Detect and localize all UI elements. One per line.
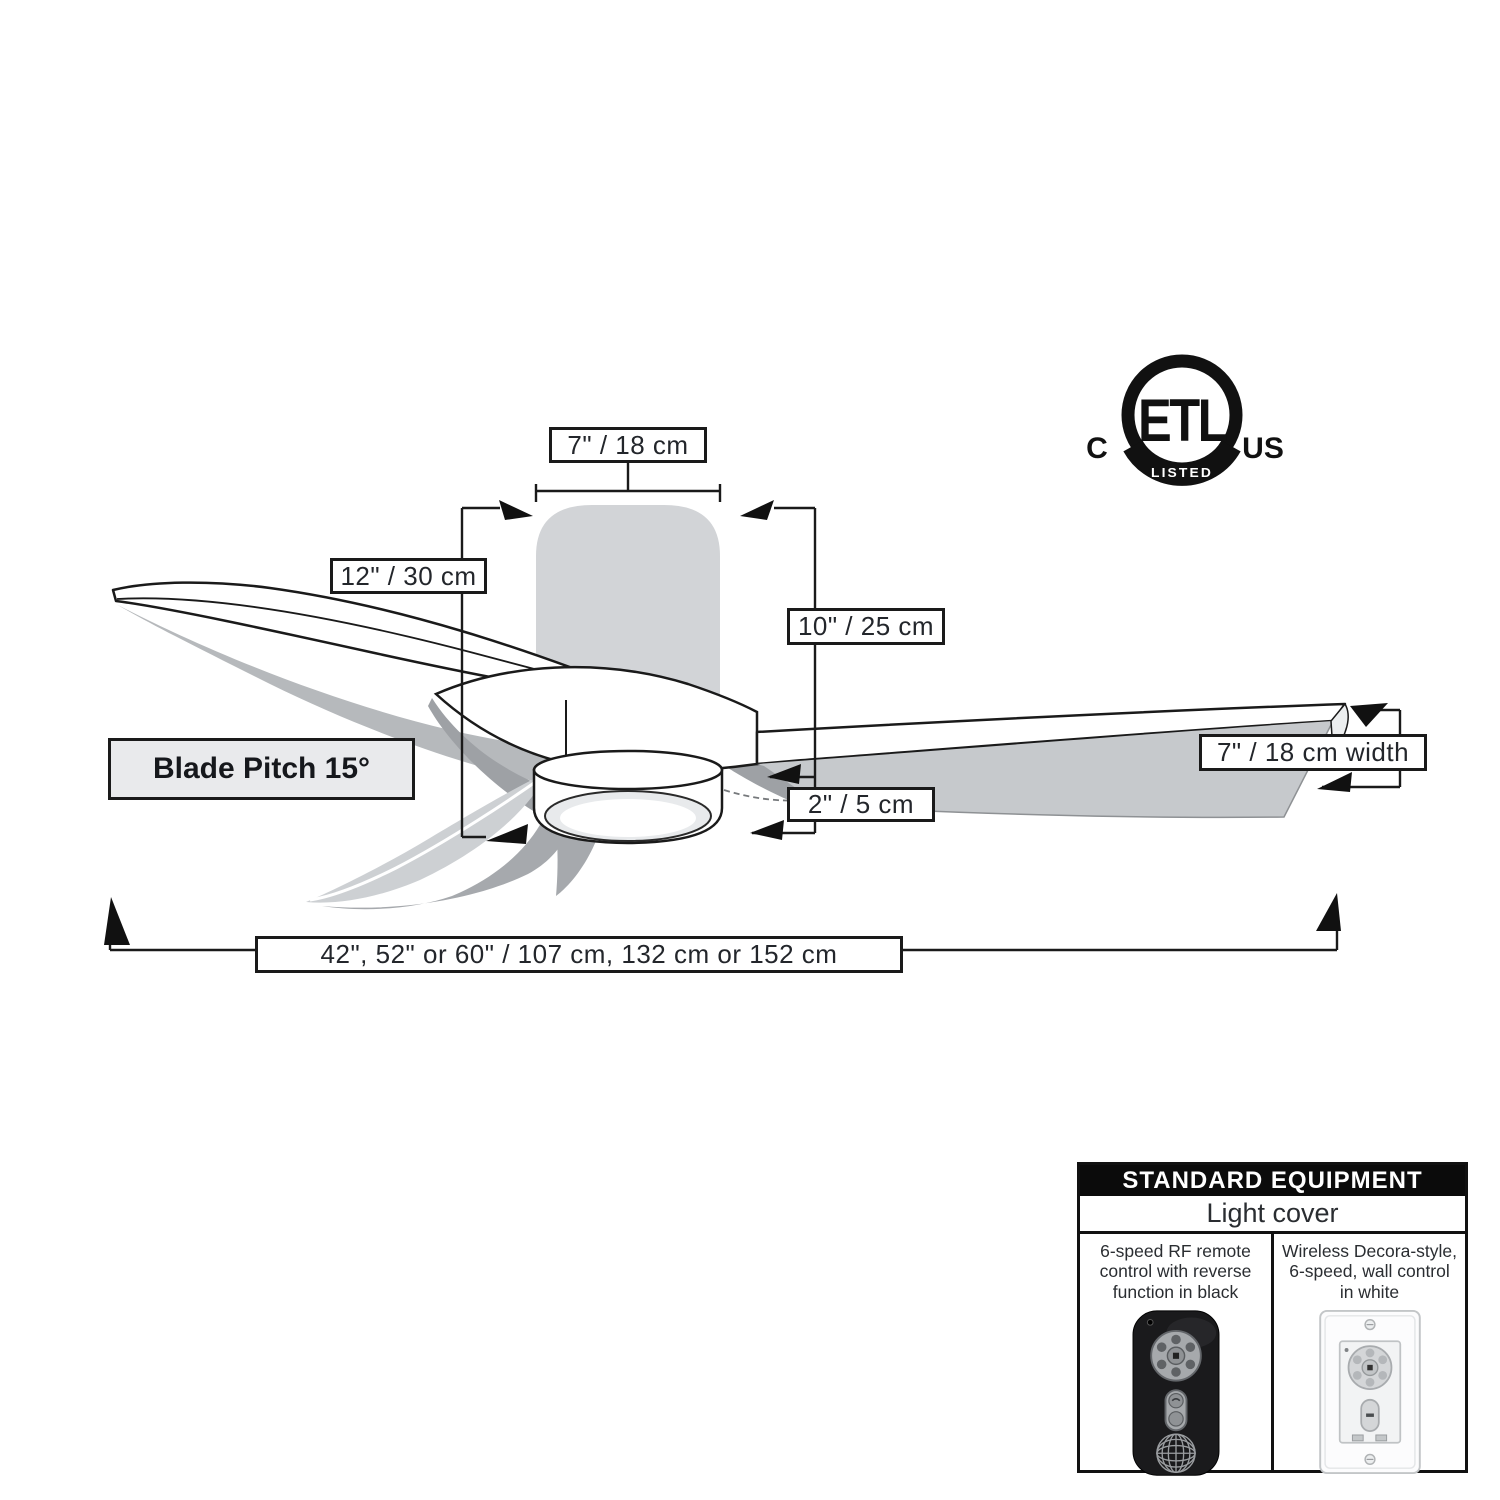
etl-letters: ETL	[1138, 387, 1228, 454]
white-wall-control-image	[1316, 1308, 1424, 1476]
arrowhead	[1317, 772, 1352, 792]
blade-span-label: 42", 52" or 60" / 107 cm, 132 cm or 152 cm	[255, 936, 903, 973]
equipment-table-title: STANDARD EQUIPMENT	[1080, 1165, 1465, 1196]
etl-c-mark: C	[1086, 432, 1108, 465]
wall-panel-tab-left	[1352, 1435, 1363, 1441]
equipment-table-columns	[1080, 1234, 1465, 1470]
equipment-cell-remote	[1080, 1234, 1274, 1470]
arrowhead	[104, 897, 130, 945]
light-ring-top-rim	[534, 751, 722, 789]
remote-led	[1147, 1319, 1153, 1325]
wall-panel-tab-right	[1375, 1435, 1386, 1441]
light-drop-label: 2" / 5 cm	[787, 787, 935, 822]
remote-center-glyph	[1172, 1353, 1178, 1359]
dimension-lines	[110, 462, 1400, 950]
remote-globe-icon	[1156, 1434, 1194, 1472]
standard-equipment-table	[1077, 1162, 1468, 1473]
etl-banner-text: LISTED	[1151, 465, 1213, 480]
wall-center-glyph	[1367, 1365, 1372, 1370]
wall-control-description: Wireless Decora-style, 6-speed, wall control in white	[1281, 1241, 1458, 1302]
remote-description: 6-speed RF remote control with reverse function in black	[1099, 1241, 1252, 1302]
arrowhead	[1350, 703, 1388, 727]
light-lens	[560, 799, 696, 837]
etl-us-mark: US	[1242, 432, 1284, 465]
equipment-table-subtitle: Light cover	[1080, 1196, 1465, 1234]
motor-diameter-label: 7" / 18 cm	[549, 427, 707, 463]
arrowhead	[499, 500, 533, 520]
etl-listed-mark	[1086, 361, 1284, 480]
blade-width-label: 7" / 18 cm width	[1199, 734, 1427, 771]
arrowhead	[750, 820, 784, 840]
fan-height-label: 12" / 30 cm	[330, 558, 487, 594]
equipment-cell-wall-control	[1274, 1234, 1465, 1470]
wall-control-led	[1344, 1348, 1348, 1352]
black-remote-control-image	[1128, 1308, 1224, 1480]
arrowhead	[1316, 893, 1341, 931]
remote-light-button	[1168, 1412, 1182, 1426]
blade-pitch-label: Blade Pitch 15°	[108, 738, 415, 800]
arrowhead	[740, 500, 774, 520]
remote-reverse-button	[1168, 1393, 1182, 1407]
body-height-label: 10" / 25 cm	[787, 608, 945, 645]
